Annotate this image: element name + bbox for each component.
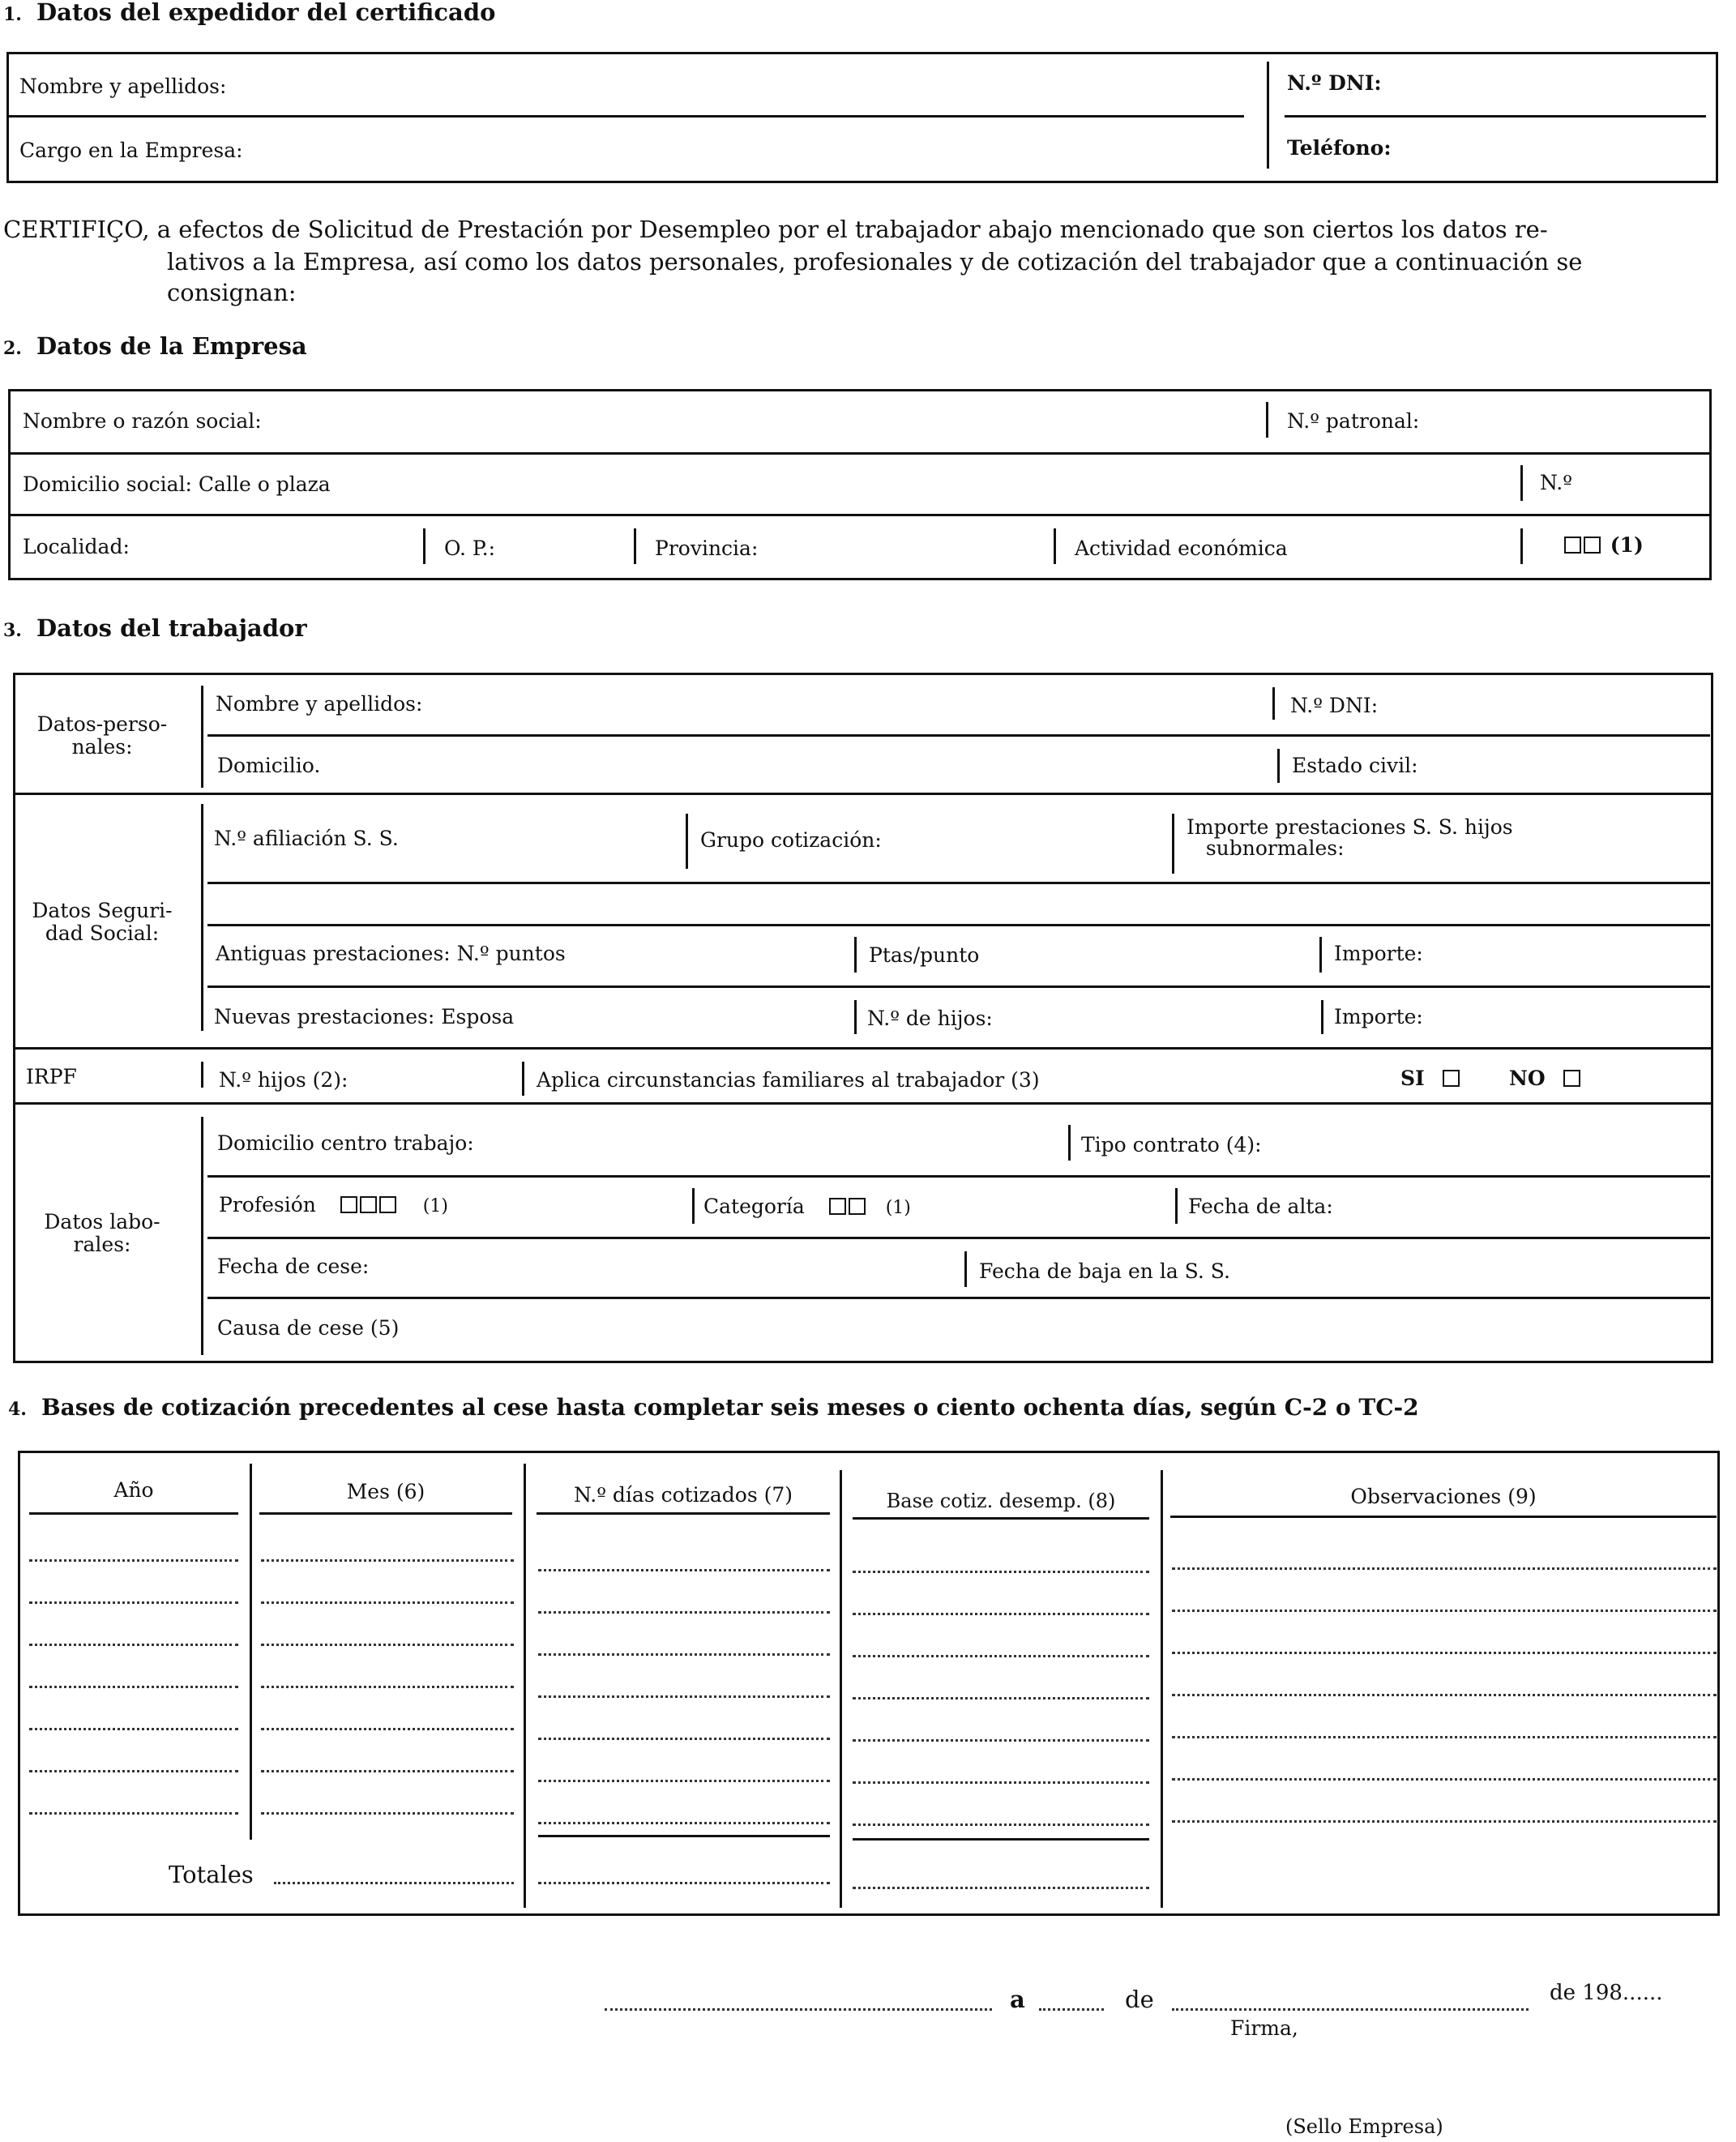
company-activity-label: Actividad económica bbox=[1075, 537, 1288, 560]
worker-inner-div-3 bbox=[207, 924, 1710, 926]
observations-row[interactable] bbox=[1172, 1820, 1717, 1823]
termination-date-label: Fecha de cese: bbox=[217, 1255, 370, 1278]
code-box-icon bbox=[340, 1196, 357, 1213]
base-total-rule bbox=[853, 1838, 1149, 1841]
company-address-label: Domicilio social: Calle o plaza bbox=[23, 472, 331, 496]
header-underline-2 bbox=[259, 1512, 512, 1515]
base-total-field[interactable] bbox=[853, 1887, 1149, 1889]
profession-field bbox=[219, 1193, 448, 1216]
worker-div-irpf bbox=[15, 1102, 1712, 1105]
worker-v-l bbox=[1175, 1188, 1178, 1224]
month-row[interactable] bbox=[261, 1770, 514, 1772]
worker-v-ss bbox=[201, 804, 203, 1031]
header-underline-1 bbox=[29, 1512, 238, 1515]
company-v-6 bbox=[1520, 528, 1523, 564]
worker-marital-label: Estado civil: bbox=[1292, 754, 1418, 777]
section-3-number: 3. bbox=[3, 620, 22, 641]
no-option bbox=[1509, 1067, 1583, 1090]
year-row[interactable] bbox=[29, 1728, 238, 1730]
section-3-heading bbox=[3, 614, 307, 642]
worker-v-irpf bbox=[201, 1062, 203, 1088]
new-benefits-label: Nuevas prestaciones: Esposa bbox=[214, 1005, 515, 1028]
worker-inner-div-4 bbox=[207, 985, 1710, 988]
observations-row[interactable] bbox=[1172, 1652, 1717, 1654]
base-row[interactable] bbox=[853, 1823, 1149, 1826]
ptas-per-point-label: Ptas/punto bbox=[869, 943, 980, 967]
worker-v-e bbox=[854, 937, 857, 973]
section-2-heading bbox=[3, 332, 307, 360]
worker-v-labor bbox=[201, 1117, 203, 1355]
contributions-table bbox=[18, 1451, 1720, 1916]
worker-address-label: Domicilio. bbox=[217, 754, 321, 777]
company-activity-code bbox=[1564, 533, 1644, 557]
company-v-2 bbox=[1520, 465, 1523, 501]
code-box-icon bbox=[1584, 537, 1601, 554]
ss-affiliation-label: N.º afiliación S. S. bbox=[214, 827, 399, 850]
observations-row[interactable] bbox=[1172, 1736, 1717, 1738]
company-v-3 bbox=[423, 528, 425, 564]
irpf-group-label: IRPF bbox=[26, 1065, 77, 1088]
section-4-heading bbox=[8, 1394, 1419, 1421]
company-row-divider-2 bbox=[10, 514, 1710, 516]
section-2-title: Datos de la Empresa bbox=[36, 332, 307, 360]
company-activity-ref: (1) bbox=[1610, 533, 1644, 557]
month-row[interactable] bbox=[261, 1728, 514, 1730]
worker-v-c bbox=[686, 814, 688, 869]
worker-v-j bbox=[1068, 1125, 1071, 1161]
issuer-divider bbox=[8, 115, 1244, 118]
col-divider-4 bbox=[1161, 1470, 1163, 1908]
year-row[interactable] bbox=[29, 1812, 238, 1815]
worker-v-g bbox=[854, 1000, 857, 1034]
worker-inner-div-2 bbox=[207, 882, 1710, 884]
section-1-number: 1. bbox=[3, 4, 22, 25]
worker-v-b bbox=[1277, 749, 1280, 783]
profession-label: Profesión bbox=[219, 1193, 316, 1216]
worker-v-h bbox=[1321, 1000, 1323, 1034]
company-locality-label: Localidad: bbox=[23, 535, 130, 558]
worker-inner-div-6 bbox=[207, 1237, 1710, 1239]
totals-field[interactable] bbox=[274, 1882, 514, 1884]
category-label: Categoría bbox=[703, 1195, 805, 1218]
month-row[interactable] bbox=[261, 1644, 514, 1646]
personal-data-group-label: Datos-perso- nales: bbox=[36, 712, 168, 759]
issuer-divider-right bbox=[1285, 115, 1706, 118]
col-divider-1 bbox=[250, 1464, 252, 1840]
worker-inner-div-1 bbox=[207, 734, 1710, 737]
days-row[interactable] bbox=[538, 1695, 830, 1698]
issuer-box bbox=[6, 52, 1718, 183]
worker-inner-div-7 bbox=[207, 1297, 1710, 1299]
company-row-divider-1 bbox=[10, 452, 1710, 455]
issuer-dni-label: N.º DNI: bbox=[1287, 71, 1382, 95]
header-underline-5 bbox=[1170, 1516, 1717, 1518]
workplace-address-label: Domicilio centro trabajo: bbox=[217, 1131, 474, 1155]
company-v-1 bbox=[1266, 402, 1268, 438]
worker-v-f bbox=[1319, 937, 1322, 973]
code-box-icon bbox=[829, 1198, 846, 1215]
month-field[interactable] bbox=[1172, 2008, 1529, 2011]
header-base: Base cotiz. desemp. (8) bbox=[886, 1490, 1116, 1512]
date-a-label: a bbox=[1010, 1986, 1025, 2013]
days-row[interactable] bbox=[538, 1780, 830, 1782]
base-row[interactable] bbox=[853, 1781, 1149, 1784]
observations-row[interactable] bbox=[1172, 1567, 1717, 1570]
base-row[interactable] bbox=[853, 1697, 1149, 1699]
day-field[interactable] bbox=[1039, 2008, 1104, 2011]
company-postal-label: O. P.: bbox=[444, 537, 496, 560]
old-benefits-amount-label: Importe: bbox=[1334, 942, 1423, 965]
profession-code-boxes bbox=[340, 1193, 399, 1216]
children-count-label: N.º de hijos: bbox=[867, 1007, 993, 1030]
yes-checkbox[interactable] bbox=[1443, 1070, 1460, 1087]
year-row[interactable] bbox=[29, 1644, 238, 1646]
contract-type-label: Tipo contrato (4): bbox=[1081, 1133, 1262, 1157]
days-row[interactable] bbox=[538, 1738, 830, 1740]
yes-option bbox=[1400, 1067, 1462, 1090]
code-box-icon bbox=[849, 1198, 866, 1215]
irpf-children-label: N.º hijos (2): bbox=[219, 1068, 348, 1092]
worker-v-i bbox=[522, 1062, 524, 1096]
termination-cause-label: Causa de cese (5) bbox=[217, 1316, 400, 1340]
days-row[interactable] bbox=[538, 1611, 830, 1614]
worker-v-k bbox=[692, 1188, 695, 1224]
hire-date-label: Fecha de alta: bbox=[1188, 1195, 1333, 1218]
worker-div-personal bbox=[15, 793, 1712, 795]
header-year: Año bbox=[113, 1478, 154, 1502]
issuer-position-label: Cargo en la Empresa: bbox=[19, 139, 243, 162]
header-underline-3 bbox=[537, 1512, 830, 1515]
observations-row[interactable] bbox=[1172, 1610, 1717, 1612]
base-row[interactable] bbox=[853, 1739, 1149, 1742]
certify-line-1: CERTIFIÇO, a efectos de Solicitud de Prestación por Desempleo por el trabajador abajo mencionado que son ciertos los datos re- bbox=[3, 216, 1548, 243]
social-security-group-label: Datos Seguri- dad Social: bbox=[32, 899, 173, 945]
company-stamp-label: (Sello Empresa) bbox=[1285, 2115, 1443, 2138]
date-de-label: de bbox=[1125, 1986, 1154, 2013]
issuer-vertical-divider bbox=[1267, 62, 1269, 169]
worker-div-ss bbox=[15, 1047, 1712, 1050]
category-field bbox=[703, 1195, 911, 1218]
code-box-icon bbox=[379, 1196, 396, 1213]
section-4-number: 4. bbox=[8, 1399, 27, 1420]
header-observations: Observaciones (9) bbox=[1350, 1485, 1537, 1508]
col-divider-2 bbox=[524, 1464, 526, 1908]
days-row[interactable] bbox=[538, 1653, 830, 1656]
section-2-number: 2. bbox=[3, 338, 22, 359]
month-row[interactable] bbox=[261, 1812, 514, 1815]
totals-label: Totales bbox=[169, 1861, 254, 1888]
worker-v-a bbox=[1272, 687, 1275, 720]
observations-row[interactable] bbox=[1172, 1778, 1717, 1781]
base-row[interactable] bbox=[853, 1613, 1149, 1615]
worker-inner-div-5 bbox=[207, 1175, 1710, 1178]
issuer-name-label: Nombre y apellidos: bbox=[19, 75, 227, 98]
no-checkbox[interactable] bbox=[1563, 1070, 1580, 1087]
yes-label: SI bbox=[1400, 1067, 1425, 1090]
year-row[interactable] bbox=[29, 1686, 238, 1688]
certify-line-2: lativos a la Empresa, así como los datos personales, profesionales y de cotización del trabajador que a continuación se bbox=[167, 248, 1583, 276]
labor-data-group-label: Datos labo- rales: bbox=[44, 1210, 160, 1256]
month-row[interactable] bbox=[261, 1601, 514, 1604]
profession-ref: (1) bbox=[422, 1196, 448, 1216]
year-row[interactable] bbox=[29, 1559, 238, 1562]
worker-v-personal bbox=[201, 686, 203, 788]
base-row[interactable] bbox=[853, 1571, 1149, 1573]
year-field: de 198...... bbox=[1550, 1981, 1663, 2005]
no-label: NO bbox=[1509, 1067, 1546, 1090]
base-row[interactable] bbox=[853, 1655, 1149, 1657]
header-days: N.º días cotizados (7) bbox=[573, 1483, 793, 1507]
old-benefits-label: Antiguas prestaciones: N.º puntos bbox=[216, 942, 566, 965]
section-3-title: Datos del trabajador bbox=[36, 614, 307, 642]
month-row[interactable] bbox=[261, 1559, 514, 1562]
section-1-title: Datos del expedidor del certificado bbox=[36, 0, 496, 26]
worker-v-d bbox=[1172, 814, 1174, 874]
certify-line-3: consignan: bbox=[167, 279, 297, 306]
days-row[interactable] bbox=[538, 1822, 830, 1824]
section-4-title: Bases de cotización precedentes al cese hasta completar seis meses o ciento ochenta días, según C-2 o TC-2 bbox=[41, 1394, 1419, 1421]
issuer-phone-label: Teléfono: bbox=[1287, 136, 1392, 160]
days-total-rule bbox=[538, 1835, 830, 1837]
ss-group-label: Grupo cotización: bbox=[700, 828, 882, 852]
worker-v-m bbox=[964, 1251, 967, 1287]
company-number-label: N.º bbox=[1540, 471, 1572, 494]
worker-name-label: Nombre y apellidos: bbox=[216, 692, 423, 716]
code-box-icon bbox=[1564, 537, 1581, 554]
observations-row[interactable] bbox=[1172, 1694, 1717, 1696]
company-v-4 bbox=[634, 528, 636, 564]
header-month: Mes (6) bbox=[346, 1480, 425, 1503]
worker-dni-label: N.º DNI: bbox=[1290, 694, 1379, 717]
header-underline-4 bbox=[853, 1517, 1149, 1520]
company-v-5 bbox=[1054, 528, 1056, 564]
company-province-label: Provincia: bbox=[655, 537, 759, 560]
family-circumstances-label: Aplica circunstancias familiares al trabajador (3) bbox=[537, 1068, 1040, 1092]
ss-children-benefit-label: Importe prestaciones S. S. hijos subnormales: bbox=[1187, 815, 1513, 860]
ss-deregistration-date-label: Fecha de baja en la S. S. bbox=[979, 1259, 1230, 1283]
col-divider-3 bbox=[840, 1470, 842, 1908]
new-benefits-amount-label: Importe: bbox=[1334, 1005, 1423, 1028]
days-row[interactable] bbox=[538, 1569, 830, 1571]
place-field[interactable] bbox=[605, 2008, 992, 2011]
section-1-heading bbox=[3, 0, 495, 26]
category-code-boxes bbox=[829, 1195, 868, 1218]
company-name-label: Nombre o razón social: bbox=[23, 409, 262, 433]
company-patronal-label: N.º patronal: bbox=[1287, 409, 1420, 433]
days-total-field[interactable] bbox=[538, 1882, 830, 1884]
category-ref: (1) bbox=[885, 1198, 911, 1218]
year-row[interactable] bbox=[29, 1770, 238, 1772]
signature-label: Firma, bbox=[1230, 2016, 1298, 2040]
year-row[interactable] bbox=[29, 1601, 238, 1604]
code-box-icon bbox=[360, 1196, 377, 1213]
month-row[interactable] bbox=[261, 1686, 514, 1688]
